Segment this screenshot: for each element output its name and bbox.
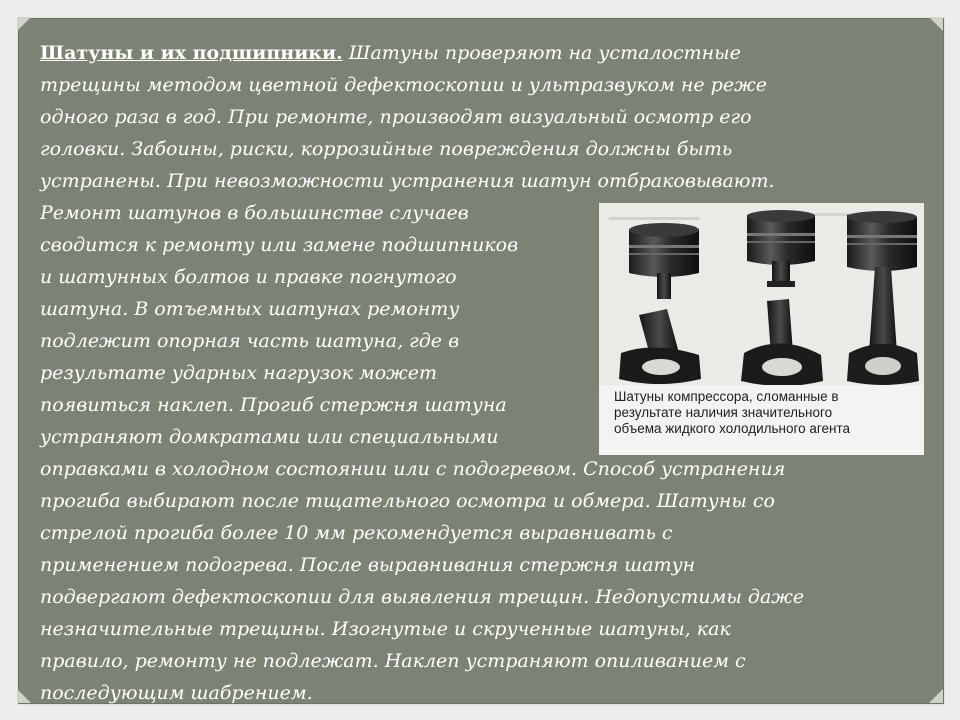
paragraph-line-12: появиться наклеп. Прогиб стержня шатуна xyxy=(40,394,507,416)
paragraph-line-8: и шатунных болтов и правке погнутого xyxy=(40,266,457,288)
paragraph-line-11: результате ударных нагрузок может xyxy=(40,362,438,384)
corner-ornament-bottom-left xyxy=(17,689,31,703)
corner-ornament-top-left xyxy=(17,17,31,31)
paragraph-line-16: стрелой прогиба более 10 мм рекомендуется выравнивать с xyxy=(40,522,673,544)
paragraph-line-19: незначительные трещины. Изогнутые и скрученные шатуны, как xyxy=(40,618,731,640)
slide-heading: Шатуны и их подшипники. xyxy=(40,42,343,64)
paragraph-line-10: подлежит опорная часть шатуна, где в xyxy=(40,330,460,352)
caption-line-2: результате наличия значительного xyxy=(614,405,833,420)
corner-ornament-top-right xyxy=(929,17,943,31)
paragraph-line-6: Ремонт шатунов в большинстве случаев xyxy=(40,202,469,224)
paragraph-line-20: правило, ремонту не подлежат. Наклеп устраняют опиливанием с xyxy=(40,650,746,672)
line-text: Шатуны проверяют на усталостные xyxy=(342,42,741,64)
photo-caption xyxy=(614,389,914,437)
caption-line-3: объема жидкого холодильного агента xyxy=(614,421,851,436)
caption-line-1: Шатуны компрессора, сломанные в xyxy=(614,389,839,404)
paragraph-line-1 xyxy=(40,38,741,68)
corner-ornament-bottom-right xyxy=(929,689,943,703)
paragraph-line-2: трещины методом цветной дефектоскопии и ультразвуком не реже xyxy=(40,74,767,96)
paragraph-line-15: прогиба выбирают после тщательного осмотра и обмера. Шатуны со xyxy=(40,490,775,512)
paragraph-line-7: сводится к ремонту или замене подшипников xyxy=(40,234,519,256)
paragraph-line-13: устраняют домкратами или специальными xyxy=(40,426,499,448)
paragraph-line-21: последующим шабрением. xyxy=(40,682,313,704)
paragraph-line-4: головки. Забоины, риски, коррозийные повреждения должны быть xyxy=(40,138,733,160)
paragraph-line-18: подвергают дефектоскопии для выявления трещин. Недопустимы даже xyxy=(40,586,805,608)
paragraph-line-14: оправками в холодном состоянии или с подогревом. Способ устранения xyxy=(40,458,786,480)
paragraph-line-17: применением подогрева. После выравнивания стержня шатун xyxy=(40,554,696,576)
paragraph-line-3: одного раза в год. При ремонте, производят визуальный осмотр его xyxy=(40,106,752,128)
paragraph-line-9: шатуна. В отъемных шатунах ремонту xyxy=(40,298,460,320)
paragraph-line-5: устранены. При невозможности устранения шатун отбраковывают. xyxy=(40,170,775,192)
